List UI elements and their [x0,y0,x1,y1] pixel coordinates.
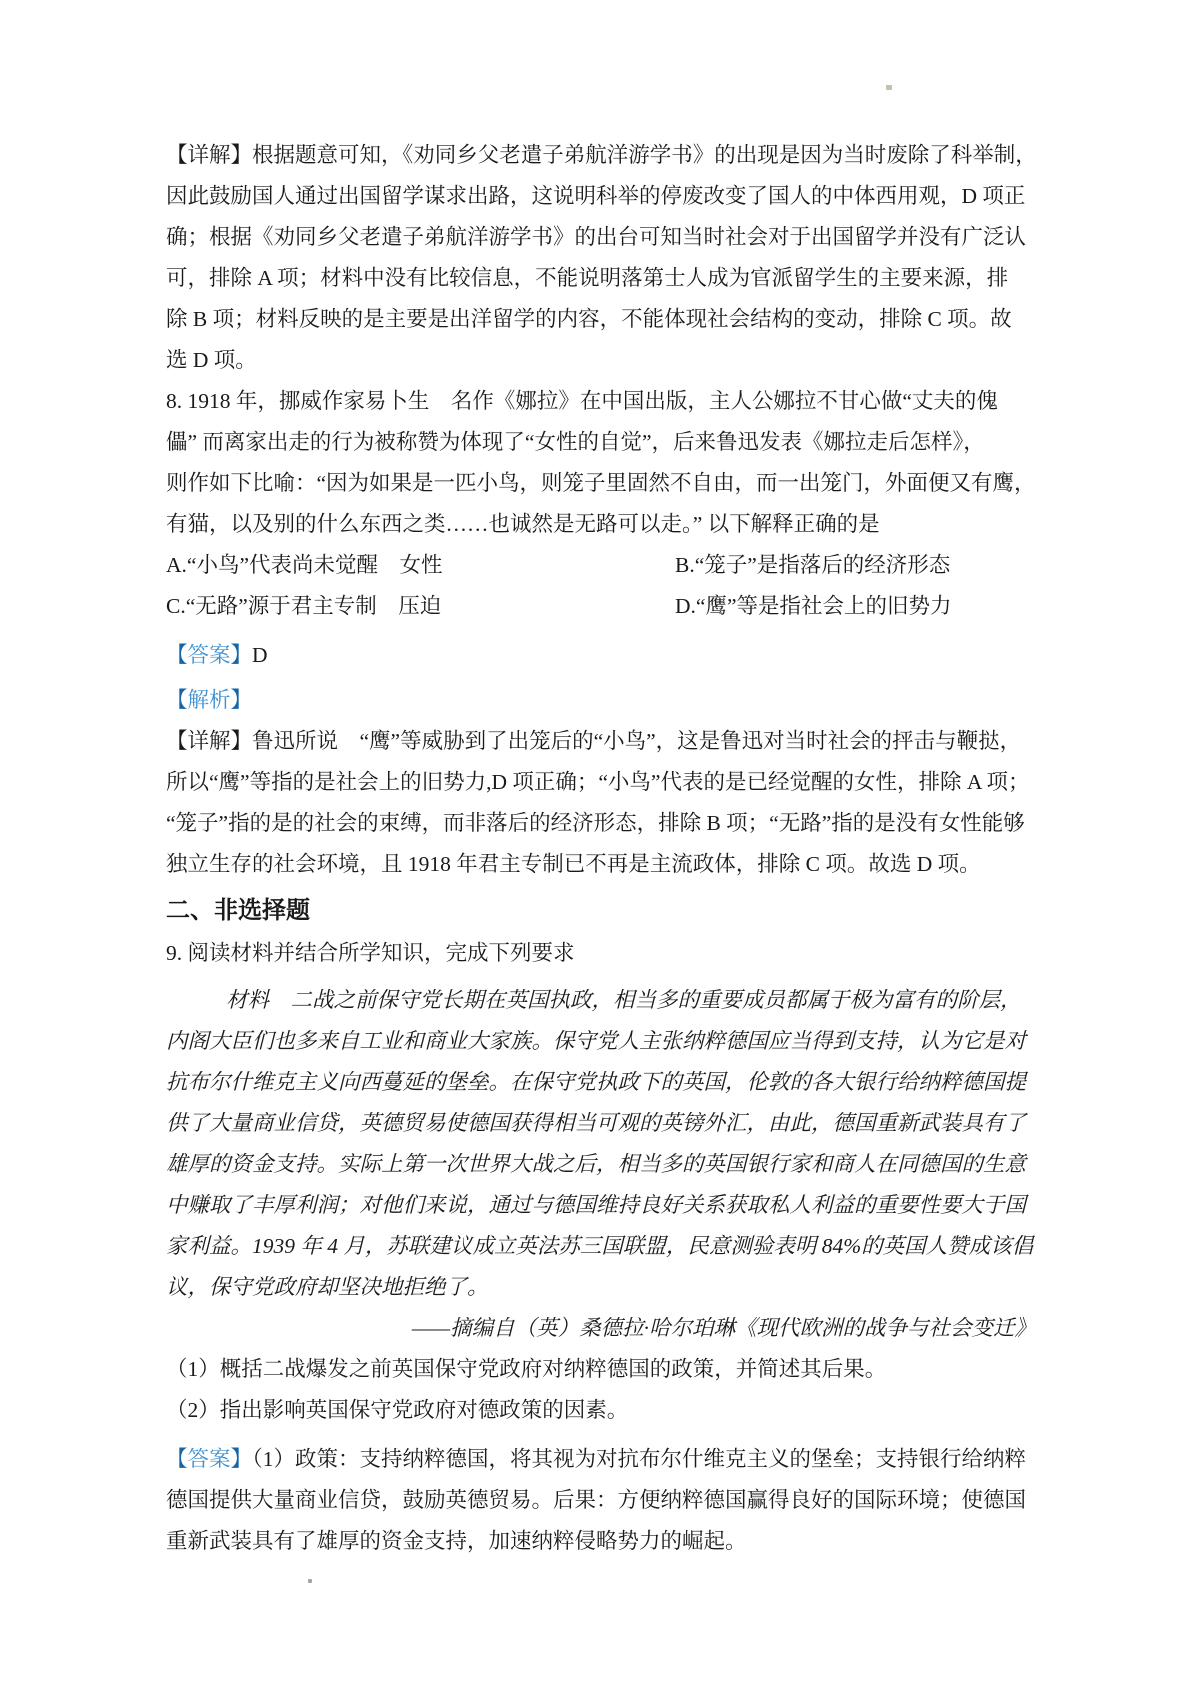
detail-q7-line: 确；根据《劝同乡父老遣子弟航洋游学书》的出台可知当时社会对于出国留学并没有广泛认 [166,225,1027,249]
material-line: 材料 二战之前保守党长期在英国执政，相当多的重要成员都属于极为富有的阶层， [226,988,1022,1012]
label-bracket-open: 【 [166,1447,188,1471]
detail-q8-line: “笼子”指的是的社会的束缚，而非落后的经济形态，排除 B 项；“无路”指的是没有女性能够 [166,811,1025,835]
detail-q8-line: 独立生存的社会环境，且 1918 年君主专制已不再是主流政体，排除 C 项。故选 D 项。 [166,852,981,876]
detail-q7-line: 选 D 项。 [166,348,257,372]
label-bracket-close: 】 [230,1447,253,1471]
answer-q9-line: 德国提供大量商业信贷，鼓励英德贸易。后果：方便纳粹德国赢得良好的国际环境；使德国 [166,1488,1027,1512]
section-heading-non-choice: 二、非选择题 [166,898,310,924]
label-body-text: （1）政策：支持纳粹德国，将其视为对抗布尔什维克主义的堡垒；支持银行给纳粹 [252,1447,1027,1471]
option-left: A.“小鸟”代表尚未觉醒 女性 [166,553,443,577]
material-line: 议，保守党政府却坚决地拒绝了。 [166,1275,489,1299]
question-9-intro: 9. 阅读材料并结合所学知识，完成下列要求 [166,941,575,965]
label-bracket-close: 】 [230,643,253,667]
answer-q8 [166,635,1036,676]
question-8-stem-line: 儡” 而离家出走的行为被称赞为体现了“女性的自觉”，后来鲁迅发表《娜拉走后怎样》， [166,430,985,454]
label-text: 解析 [187,688,231,712]
question-8-stem-line: 8. 1918 年，挪威作家易卜生 名作《娜拉》在中国出版，主人公娜拉不甘心做“丈夫的傀 [166,389,998,413]
question-9-sub1: （1）概括二战爆发之前英国保守党政府对纳粹德国的政策，并简述其后果。 [166,1357,887,1381]
material-line: 雄厚的资金支持。实际上第一次世界大战之后，相当多的英国银行家和商人在同德国的生意 [166,1152,1027,1176]
question-8-options-row [166,545,1036,586]
detail-q8-line: 【详解】鲁迅所说 “鹰”等威胁到了出笼后的“小鸟”，这是鲁迅对当时社会的抨击与鞭挞， [166,729,1022,753]
scan-speck [308,1579,312,1583]
answer-q9-line: 重新武装具有了雄厚的资金支持，加速纳粹侵略势力的崛起。 [166,1529,747,1553]
label-bracket-open: 【 [166,688,188,712]
question-8-stem-line: 有猫，以及别的什么东西之类……也诚然是无路可以走。” 以下解释正确的是 [166,512,880,536]
material-source-line: ——摘编自（英）桑德拉·哈尔珀琳《现代欧洲的战争与社会变迁》 [411,1316,1036,1340]
document-content [166,135,1036,1562]
scan-speck [886,85,892,90]
label-body-text: D [252,643,268,667]
material-line: 抗布尔什维克主义向西蔓延的堡垒。在保守党执政下的英国，伦敦的各大银行给纳粹德国提 [166,1070,1027,1094]
option-right: D.“鹰”等是指社会上的旧势力 [675,594,952,618]
detail-q7-line: 可，排除 A 项；材料中没有比较信息，不能说明落第士人成为官派留学生的主要来源，排 [166,266,1009,290]
option-right: B.“笼子”是指落后的经济形态 [675,553,951,577]
detail-q7-line: 因此鼓励国人通过出国留学谋求出路，这说明科举的停废改变了国人的中体西用观，D 项正 [166,184,1026,208]
material-line: 内阁大臣们也多来自工业和商业大家族。保守党人主张纳粹德国应当得到支持，认为它是对 [166,1029,1027,1053]
material-line: 供了大量商业信贷，英德贸易使德国获得相当可观的英镑外汇，由此，德国重新武装具有了 [166,1111,1027,1135]
label-text: 答案 [187,643,231,667]
detail-q7-line: 除 B 项；材料反映的是主要是出洋留学的内容，不能体现社会结构的变动，排除 C 项。故 [166,307,1012,331]
label-bracket-close: 】 [230,688,253,712]
analysis-q8 [166,680,1036,721]
question-8-options-row [166,586,1036,627]
answer-q9-line [166,1439,1036,1480]
question-8-stem-line: 则作如下比喻：“因为如果是一匹小鸟，则笼子里固然不自由，而一出笼门，外面便又有鹰， [166,471,1036,495]
detail-q7-line: 【详解】根据题意可知，《劝同乡父老遣子弟航洋游学书》的出现是因为当时废除了科举制， [166,143,1037,167]
detail-q8-line: 所以“鹰”等指的是社会上的旧势力,D 项正确；“小鸟”代表的是已经觉醒的女性，排除 A 项； [166,770,1030,794]
option-left: C.“无路”源于君主专制 压迫 [166,594,442,618]
label-bracket-open: 【 [166,643,188,667]
material-line: 家利益。1939 年 4 月，苏联建议成立英法苏三国联盟，民意测验表明 84%的英国人赞成该倡 [166,1234,1034,1258]
question-9-sub2: （2）指出影响英国保守党政府对德政策的因素。 [166,1398,629,1422]
label-text: 答案 [187,1447,231,1471]
material-line: 中赚取了丰厚利润；对他们来说，通过与德国维持良好关系获取私人利益的重要性要大于国 [166,1193,1027,1217]
